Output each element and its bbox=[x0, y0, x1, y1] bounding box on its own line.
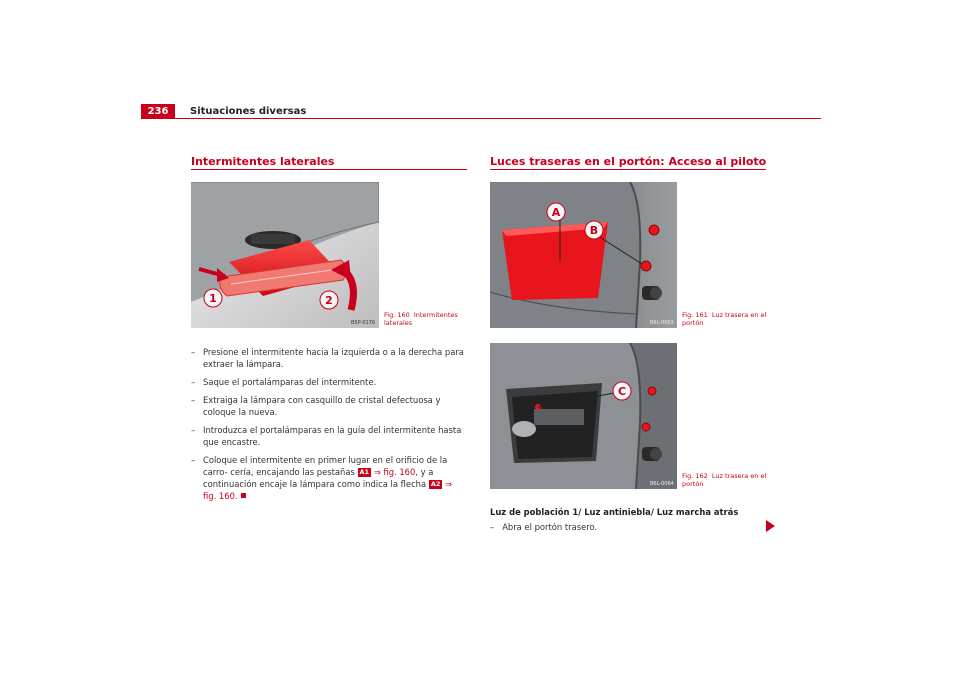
section-heading-luces-traseras: Luces traseras en el portón: Acceso al piloto bbox=[490, 155, 767, 168]
continue-arrow-icon[interactable] bbox=[766, 520, 775, 532]
callout-a: A bbox=[551, 206, 561, 219]
callout-badge-a2: A2 bbox=[430, 480, 441, 488]
section-rule-right bbox=[490, 169, 766, 170]
figure-code: B5P-0176 bbox=[351, 320, 376, 326]
section-heading-intermitentes: Intermitentes laterales bbox=[191, 155, 335, 168]
figure-caption-162 bbox=[682, 472, 772, 488]
list-item: – Saque el portalámparas del intermitente. bbox=[191, 377, 377, 387]
figure-link[interactable]: ⇒ fig. 160 bbox=[373, 467, 416, 477]
figure-link[interactable]: ⇒ fig. 160 bbox=[203, 479, 453, 501]
list-item: – Introduzca el portalámparas en la guía del intermitente hasta que encastre. bbox=[191, 425, 462, 447]
caption-text: Intermitentes laterales bbox=[384, 311, 458, 327]
instruction-list bbox=[191, 346, 467, 508]
figure-code: B6L-0063 bbox=[650, 320, 674, 326]
page-number: 236 bbox=[141, 104, 175, 119]
caption-label: Fig. 162 bbox=[682, 472, 708, 480]
figure-161-tail-light bbox=[490, 182, 677, 328]
subheading-luz-poblacion: Luz de población 1/ Luz antiniebla/ Luz marcha atrás bbox=[490, 507, 739, 517]
section-rule-left bbox=[191, 169, 467, 170]
figure-162-tail-light-access bbox=[490, 343, 677, 489]
list-item: – Presione el intermitente hacia la izquierda o a la derecha para extraer la lámpara. bbox=[191, 347, 464, 369]
caption-label: Fig. 161 bbox=[682, 311, 708, 319]
callout-1: 1 bbox=[209, 292, 217, 305]
page-header-title: Situaciones diversas bbox=[190, 106, 307, 117]
figure-code: B6L-0064 bbox=[650, 481, 674, 487]
figure-160-side-indicator bbox=[191, 182, 379, 328]
caption-label: Fig. 160 bbox=[384, 311, 410, 319]
callout-2: 2 bbox=[325, 294, 333, 307]
figure-caption-160 bbox=[384, 311, 464, 327]
list-item: – Abra el portón trasero. bbox=[490, 522, 598, 532]
section-end-mark bbox=[241, 493, 246, 498]
callout-badge-a1: A1 bbox=[359, 468, 370, 476]
callout-c: C bbox=[617, 385, 627, 398]
list-item: – Extraiga la lámpara con casquillo de cristal defectuosa y coloque la nueva. bbox=[191, 395, 441, 417]
figure-caption-161 bbox=[682, 311, 772, 327]
list-item: – Coloque el intermitente en primer lugar en el orificio de la carro- cería, encajando las pestañas A1 ⇒ fig. 160, y a continuación encaje la lámpara como indica la flecha A2 ⇒ fig. 160. bbox=[191, 455, 453, 501]
caption-text: Luz trasera en el portón bbox=[682, 472, 767, 488]
caption-text: Luz trasera en el portón bbox=[682, 311, 767, 327]
callout-b: B bbox=[589, 224, 599, 237]
header-rule bbox=[141, 118, 821, 119]
